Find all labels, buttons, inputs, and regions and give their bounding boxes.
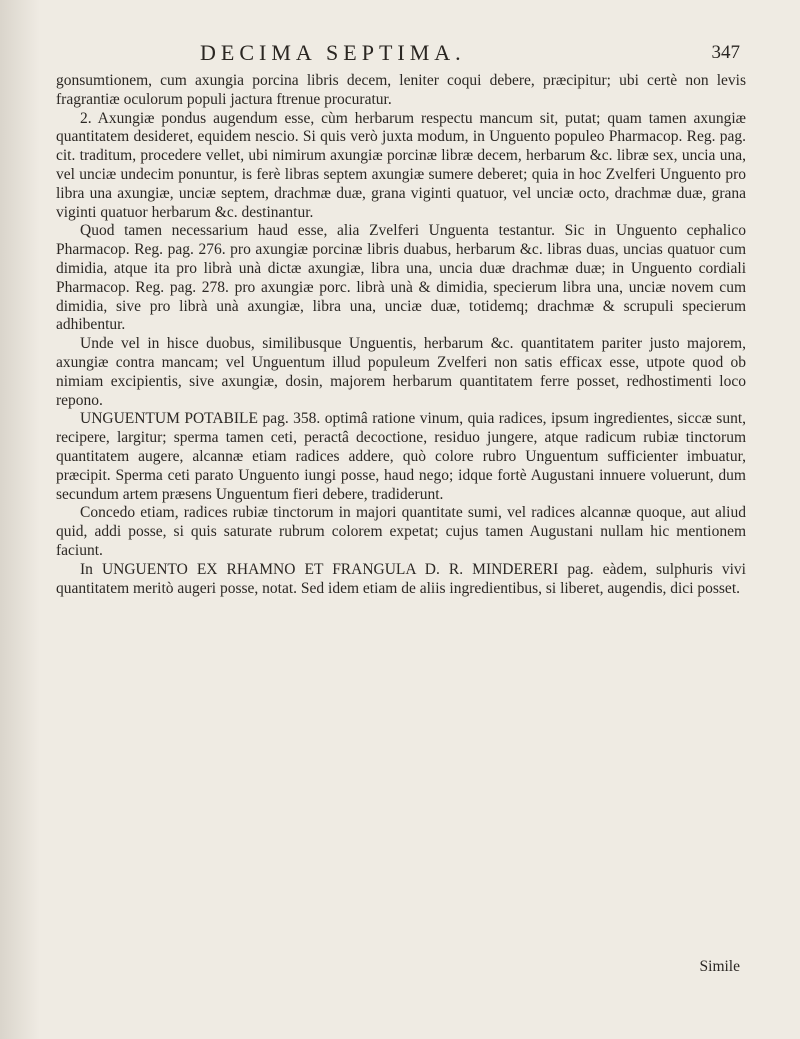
running-head [90,40,740,68]
binding-shadow [0,0,40,1039]
paragraph-4: Unde vel in hisce duobus, similibusque Unguentis, herbarum &c. quantitatem pariter justo majorem, axungiæ contra mancam; vel Unguentum illud populeum Zvelferi non satis efficax esse, utpote quod ob nimiam excipientis, sive axungiæ, dosin, majorem herbarum quantitatem ferre posset, redhostimenti loco repono. [56,335,746,409]
paragraph-1: gonsumtionem, cum axungia porcina libris decem, leniter coqui debere, præcipitur; ubi certè non levis fragrantiæ oculorum populi jactura ftrenue procuratur. [56,72,746,108]
catchword: Simile [699,958,740,975]
body-text [56,72,746,598]
paragraph-2: 2. Axungiæ pondus augendum esse, cùm herbarum respectu mancum sit, putat; quam tamen axungiæ quantitatem desideret, equidem nescio. Si quis verò juxta modum, in Unguento populeo Pharmacop. Reg. pag. cit. traditum, procedere vellet, ubi nimirum axungiæ porcinæ libræ decem, herbarum &c. libræ sex, uncia una, vel unciæ undecim ponuntur, is ferè libras septem axungiæ sumere deberet; quia in hoc Zvelferi Unguento pro libra una axungiæ, unciæ septem, drachmæ duæ, grana viginti quatuor, vel unciæ octo, drachmæ duæ, grana viginti quatuor herbarum &c. destinantur. [56,109,746,221]
paragraph-6: Concedo etiam, radices rubiæ tinctorum in majori quantitate sumi, vel radices alcannæ quoque, aut aliud quid, addi posse, si quis saturate rubrum colorem expetat; cujus tamen Augustani nullam hic mentionem faciunt. [56,504,746,559]
paragraph-3: Quod tamen necessarium haud esse, alia Zvelferi Unguenta testantur. Sic in Unguento cephalico Pharmacop. Reg. pag. 276. pro axungiæ porcinæ libris duabus, herbarum &c. libras duas, uncias quatuor cum dimidia, atque ita pro librà unà dictæ axungiæ, libra una, uncia duæ drachmæ duæ; in Unguento cordiali Pharmacop. Reg. pag. 278. pro axungiæ porc. librà unà & dimidia, specierum libra una, unciæ novem cum dimidia, sive pro librà unà axungiæ, libra una, unciæ duæ, totidemq; drachmæ & scrupuli specierum adhibentur. [56,222,746,334]
paragraph-5: UNGUENTUM POTABILE pag. 358. optimâ ratione vinum, quia radices, ipsum ingredientes, siccæ sunt, recipere, largitur; sperma tamen ceti, peractâ decoctione, residuo jungere, atque radicum rubiæ tinctorum quantitatem augere, alcannæ etiam radices addere, quò colore rubro Unguentum sufficienter imbuatur, præcipit. Sperma ceti parato Unguento iungi posse, haud nego; idque fortè Augustani innuere voluerunt, dum secundum artem præsens Unguentum fieri debere, tradiderunt. [56,410,746,503]
running-title: DECIMA SEPTIMA. [200,40,466,65]
paragraph-7: In UNGUENTO EX RHAMNO ET FRANGULA D. R. MINDERERI pag. eàdem, sulphuris vivi quantitatem meritò augeri posse, notat. Sed idem etiam de aliis ingredientibus, si liberet, augendis, dici posset. [56,560,746,597]
page-number: 347 [711,42,740,63]
